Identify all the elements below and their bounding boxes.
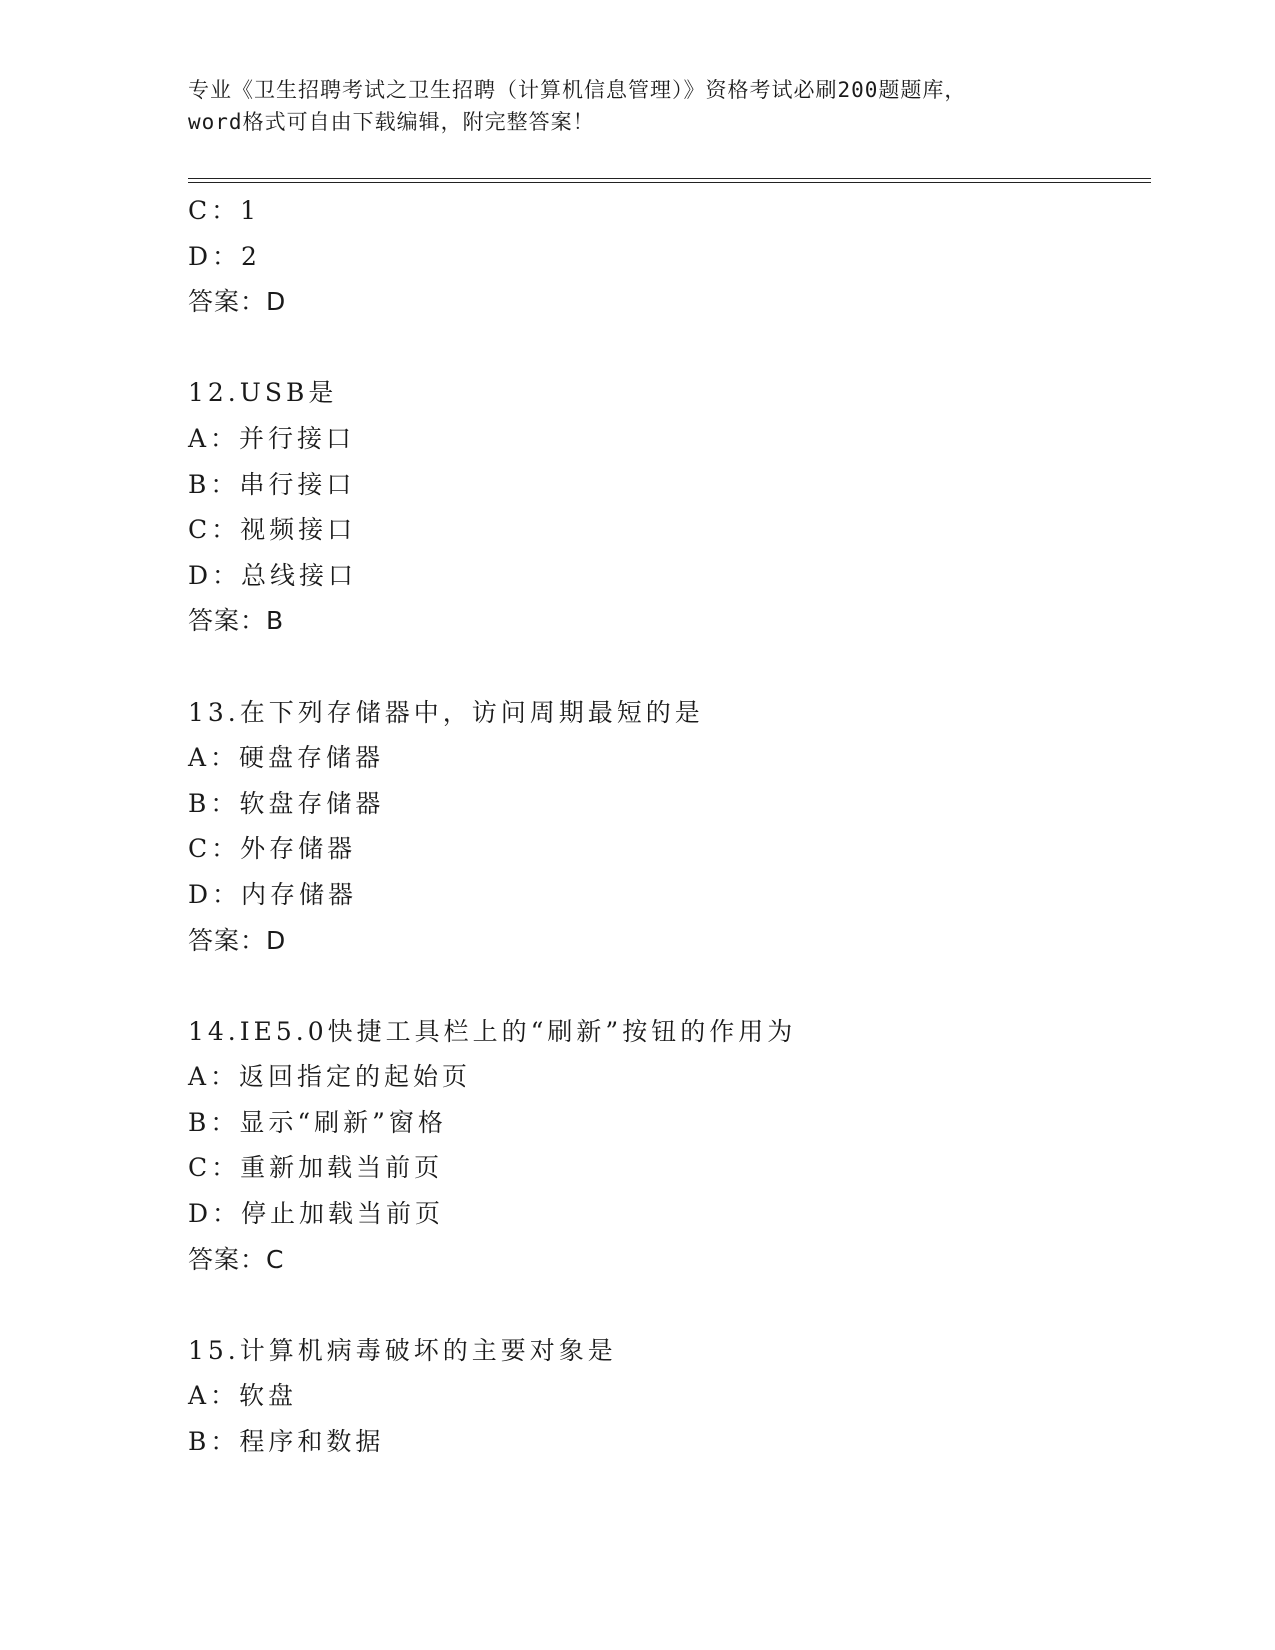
option-c: C：1	[188, 196, 261, 225]
answer-line: 答案：C	[188, 1244, 285, 1274]
option-c: C：视频接口	[188, 515, 357, 545]
question-stem: 15.计算机病毒破坏的主要对象是	[188, 1335, 617, 1365]
answer-line: 答案：D	[188, 925, 287, 955]
option-d: D：停止加载当前页	[188, 1199, 445, 1229]
option-b: B：串行接口	[188, 469, 356, 499]
question-list	[188, 188, 1148, 1465]
answer-line: 答案：D	[188, 287, 287, 317]
spacer	[188, 1282, 1148, 1328]
option-a: A：硬盘存储器	[188, 743, 385, 773]
option-d: D：内存储器	[188, 879, 358, 909]
header-divider-top	[188, 178, 1151, 179]
option-d: D：2	[188, 241, 261, 271]
question-stem: 13.在下列存储器中，访问周期最短的是	[188, 697, 704, 727]
option-a: A：并行接口	[188, 423, 356, 453]
option-d: D：总线接口	[188, 560, 358, 590]
answer-line: 答案：B	[188, 606, 285, 636]
spacer	[188, 644, 1148, 690]
option-c: C：外存储器	[188, 834, 357, 864]
question-stem: 14.IE5.0快捷工具栏上的“刷新”按钮的作用为	[188, 1016, 797, 1046]
option-b: B：程序和数据	[188, 1427, 385, 1457]
option-b: B：软盘存储器	[188, 788, 385, 818]
option-b: B：显示“刷新”窗格	[188, 1107, 447, 1137]
spacer	[188, 325, 1148, 371]
option-c: C：重新加载当前页	[188, 1153, 444, 1183]
header-line-1: 专业《卫生招聘考试之卫生招聘（计算机信息管理）》资格考试必刷200题题库，	[188, 78, 967, 102]
option-a: A：返回指定的起始页	[188, 1062, 472, 1092]
document-header	[188, 74, 1088, 138]
question-stem: 12.USB是	[188, 378, 338, 408]
header-divider-bottom	[188, 182, 1151, 183]
option-a: A：软盘	[188, 1381, 298, 1411]
spacer	[188, 963, 1148, 1009]
header-line-2: word格式可自由下载编辑，附完整答案！	[188, 110, 595, 134]
